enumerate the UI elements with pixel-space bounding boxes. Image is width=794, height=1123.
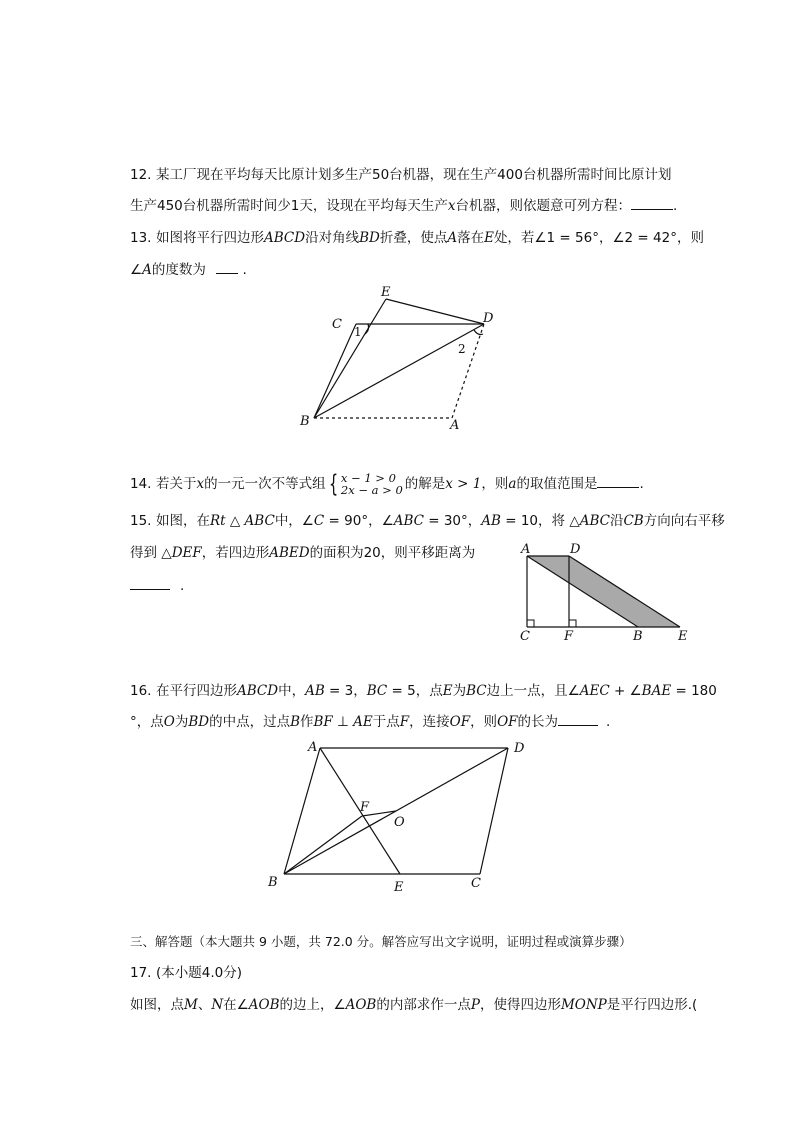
q16-label-b: B [268, 875, 278, 890]
q13-answer-blank[interactable] [216, 261, 238, 274]
q12-number: 12. [130, 167, 152, 183]
q15-label-c: C [520, 629, 530, 644]
q13-bd: BD [359, 230, 380, 246]
q13-segment-ad-dashed [452, 324, 484, 418]
q16-end: . [606, 714, 611, 730]
q16-label-a: A [308, 740, 318, 755]
section-3-heading: 三、解答题（本大题共 9 小题，共 72.0 分。解答应写出文字说明，证明过程或演算步骤） [130, 934, 632, 949]
q13-label-1: 1 [354, 325, 362, 339]
q16-of: OF [449, 714, 471, 730]
q17-aob-2: AOB [345, 997, 377, 1013]
q16-segment-ba [284, 748, 320, 874]
q13-segment-bc [314, 324, 356, 418]
q17-text-b: 、 [197, 997, 212, 1013]
q13-text-1a: 如图将平行四边形 [156, 230, 264, 246]
q14-a: a [508, 476, 517, 492]
q13-text-1b: 沿对角线 [305, 230, 360, 246]
q13-end: . [242, 262, 247, 278]
q14-end: . [639, 476, 644, 492]
q13-line-2 [130, 261, 700, 279]
q14-number: 14. [130, 476, 152, 492]
q16-text-2f: 于点 [372, 714, 400, 730]
q15-label-b: B [633, 629, 643, 644]
q13-text-1c: 折叠，使点 [379, 230, 448, 246]
q15-right-angle-f [569, 620, 576, 627]
q13-text-1d: 落在 [457, 230, 485, 246]
q17-text-f: ，使得四边形 [479, 997, 561, 1013]
q15-number: 15. [130, 513, 152, 529]
q15-answer-blank[interactable] [130, 577, 170, 590]
q17-number: 17. [130, 965, 152, 981]
q16-segment-dc [480, 748, 508, 874]
q14-text-a: 若关于 [156, 476, 197, 492]
q14-ineq-1: x − 1 > 0 [340, 471, 396, 485]
q16-aec: AEC [579, 683, 610, 699]
q13-abcd: ABCD [264, 230, 306, 246]
q16-label-c: C [471, 876, 481, 891]
q14-brace: { [328, 470, 338, 498]
q12-line-2 [130, 197, 700, 215]
q15-def: DEF [171, 545, 202, 561]
q15-abc: ABC [393, 513, 424, 529]
q15-shaded-region [527, 556, 680, 627]
q16-e: E [442, 683, 453, 699]
q16-ab: AB [305, 683, 325, 699]
q15-label-e: E [678, 629, 688, 644]
q15-abed: ABED [269, 545, 310, 561]
q16-bc-2: BC [466, 683, 487, 699]
q16-line-1 [130, 682, 717, 700]
q14-text-e: 的取值范围是 [516, 476, 598, 492]
q17-text-c: 在∠ [223, 997, 249, 1013]
q16-text-2d: 作 [300, 714, 314, 730]
q15-label-a: A [521, 542, 531, 557]
q15-text-1c: = 90°，∠ [324, 513, 394, 529]
q13-figure [290, 280, 510, 435]
q16-o: O [163, 714, 175, 730]
q13-line-1 [130, 229, 704, 247]
q17-text-e: 的内部求作一点 [376, 997, 471, 1013]
q16-answer-blank[interactable] [558, 713, 598, 726]
q13-segment-be [314, 299, 386, 418]
q13-text-1e: 处，若∠1 = 56°，∠2 = 42°，则 [493, 230, 704, 246]
q13-label-d: D [483, 311, 494, 326]
q17-text-a: 如图，点 [130, 997, 184, 1013]
q16-abcd: ABCD [237, 683, 279, 699]
q16-number: 16. [130, 683, 152, 699]
q15-c: C [313, 513, 325, 529]
q15-abc-2: ABC [579, 513, 610, 529]
q13-segment-ed [386, 299, 484, 324]
q16-bc: BC [366, 683, 388, 699]
q14-answer-blank[interactable] [597, 475, 639, 488]
q13-label-e: E [381, 285, 391, 300]
q13-label-a: A [450, 418, 460, 433]
q16-text-2c: 的中点，过点 [209, 714, 291, 730]
q16-bf: BF [313, 714, 333, 730]
q14-line [130, 470, 700, 498]
q12-end: . [672, 198, 678, 214]
q15-end: . [180, 578, 185, 594]
q15-cb: CB [623, 513, 644, 529]
q15-line-1 [130, 512, 725, 530]
q17-p: P [470, 997, 480, 1013]
q17-text-g: 是平行四边形.( [606, 997, 698, 1013]
q17-text-d: 的边上，∠ [279, 997, 346, 1013]
q13-a: A [447, 230, 458, 246]
q13-a-2: A [142, 262, 152, 278]
q17-line-2 [130, 996, 700, 1014]
q16-text-1c: = 3， [324, 683, 367, 699]
q15-text-2a: 得到 △ [130, 545, 172, 561]
q14-ineq-2: 2x − a > 0 [340, 483, 403, 497]
q13-number: 13. [130, 230, 152, 246]
q12-text-2b: 台机器，则依题意可列方程： [455, 198, 631, 214]
q15-text-1e: = 10，将 △ [500, 513, 580, 529]
q13-label-c: C [332, 317, 342, 332]
q16-f: F [399, 714, 410, 730]
q16-text-1e: 为 [452, 683, 467, 699]
q16-ae: AE [353, 714, 373, 730]
q17-m: M [184, 997, 198, 1013]
q14-x: x [196, 476, 205, 492]
q16-text-2e: ⊥ [332, 714, 354, 730]
q16-of-2: OF [497, 714, 518, 730]
q16-text-1d: = 5，点 [387, 683, 443, 699]
q15-text-1a: 如图，在 [156, 513, 210, 529]
q16-bae: BAE [641, 683, 672, 699]
q16-label-d: D [514, 741, 525, 756]
q15-right-angle-c [527, 620, 534, 627]
q13-text-2b: 的度数为 [151, 262, 206, 278]
q15-text-1g: 方向向右平移 [643, 513, 725, 529]
q15-label-d: D [570, 542, 581, 557]
q14-text-c: 的解是 [404, 476, 446, 492]
q16-b: B [290, 714, 300, 730]
q17-points: (本小题4.0分) [156, 965, 243, 981]
q16-figure [262, 736, 532, 896]
q15-text-1d: = 30°， [423, 513, 482, 529]
q17-monp: MONP [560, 997, 607, 1013]
q17-n: N [211, 997, 224, 1013]
q15-text-2c: 的面积为20，则平移距离为 [309, 545, 476, 561]
q13-label-2: 2 [458, 342, 466, 356]
q16-text-2g: ，连接 [409, 714, 450, 730]
q16-line-2 [130, 713, 700, 731]
q15-rt-abc: Rt △ ABC [210, 513, 275, 529]
q12-var-x: x [447, 198, 456, 214]
q16-label-o: O [394, 815, 405, 830]
q15-text-1f: 沿 [609, 513, 624, 529]
q14-text-d: ，则 [481, 476, 509, 492]
q13-segment-bd [314, 324, 484, 418]
q14-system [341, 472, 403, 496]
q13-e: E [484, 230, 494, 246]
q15-figure [512, 538, 702, 646]
q16-text-1f: 边上一点，且∠ [486, 683, 580, 699]
q12-text-1: 某工厂现在平均每天比原计划多生产50台机器，现在生产400台机器所需时间比原计划 [156, 167, 672, 183]
q17-aob: AOB [248, 997, 280, 1013]
q16-bd: BD [188, 714, 210, 730]
q12-text-2a: 生产450台机器所需时间少1天，设现在平均每天生产 [130, 198, 448, 214]
q14-solution: x > 1 [445, 476, 482, 492]
q13-label-b: B [300, 414, 310, 429]
q16-text-2a: °，点 [130, 714, 164, 730]
q16-label-e: E [394, 880, 404, 895]
q16-text-1a: 在平行四边形 [156, 683, 237, 699]
q16-segment-bf [284, 816, 362, 874]
q16-text-1g: + ∠ [609, 683, 642, 699]
q16-text-2i: 的长为 [517, 714, 558, 730]
q16-text-2h: ，则 [470, 714, 498, 730]
q12-line-1 [130, 166, 700, 184]
q15-text-2b: ，若四边形 [201, 545, 270, 561]
q16-text-1b: 中， [278, 683, 306, 699]
q16-text-2b: 为 [174, 714, 189, 730]
q17-line-1 [130, 964, 700, 982]
q12-answer-blank[interactable] [631, 197, 673, 210]
q16-label-f: F [360, 800, 370, 815]
q16-text-1h: = 180 [671, 683, 717, 699]
q14-text-b: 的一元一次不等式组 [204, 476, 326, 492]
q13-text-2a: ∠ [130, 262, 143, 278]
q15-text-1b: 中，∠ [274, 513, 314, 529]
q15-label-f: F [564, 629, 574, 644]
q15-ab: AB [481, 513, 501, 529]
